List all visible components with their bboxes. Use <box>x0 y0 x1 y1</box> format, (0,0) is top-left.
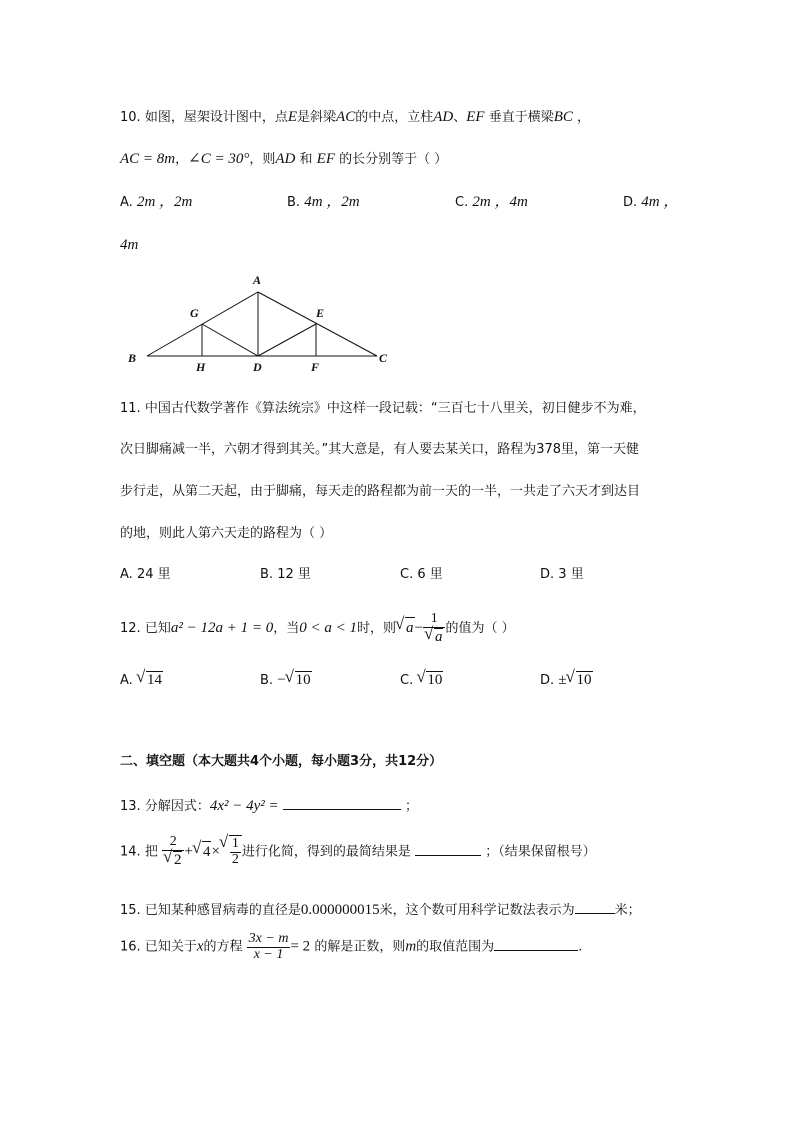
one-over-sqrt-a: 1 √ a <box>423 612 446 645</box>
q16-line: 16. 已知关于x的方程 $\frac{3x - m}{x - 1}$ = 2 的解是正数，则m的取值范围为 . <box>120 931 583 962</box>
q10-option-c[interactable]: C. 2m ，4m <box>455 194 528 210</box>
q10-option-d[interactable]: D. 4m ， <box>623 194 679 210</box>
q10-option-d-cont: 4m <box>120 237 139 253</box>
equation-fraction: $\frac{3x - m}{x - 1}$ <box>248 931 289 962</box>
two-over-sqrt2: 2 √ 2 <box>162 835 185 868</box>
q10-option-b[interactable]: B. 4m ，2m <box>287 194 360 210</box>
q14-line: 14. 把 2 √ 2 +√ 4× √ $\frac{1}{2}$ 进行化简，得到的最简结果是 ；（结果保留根号） <box>120 835 596 869</box>
q14-number: 14. <box>120 844 141 860</box>
q10-line1: 10. 如图，屋架设计图中，点E是斜梁AC的中点，立柱AD、EF 垂直于横梁BC ， <box>120 109 591 125</box>
label-C: C <box>379 351 388 365</box>
q11-option-c[interactable]: C. 6 里 <box>400 567 443 582</box>
roof-truss-figure <box>120 270 400 375</box>
q11-option-d[interactable]: D. 3 里 <box>540 567 584 582</box>
q13-line: 13. 分解因式：4x² − 4y² = ； <box>120 798 418 814</box>
q11-line4: 的地，则此人第六天走的路程为（ ） <box>120 526 333 541</box>
sqrt-half: √ $\frac{1}{2}$ <box>220 835 242 867</box>
q12-option-c[interactable]: C. √ 10 <box>400 671 443 688</box>
q12-line: 12. 已知a² − 12a + 1 = 0，当0 < a < 1时，则√ a− 1 √ a 的值为（ ） <box>120 612 515 645</box>
q14-answer-blank[interactable] <box>415 843 481 856</box>
q16-number: 16. <box>120 939 141 955</box>
q11-option-b[interactable]: B. 12 里 <box>260 567 311 582</box>
q11-line2: 次日脚痛减一半，六朝才得到其关。”其大意是，有人要去某关口，路程为378里，第一天健 <box>120 442 640 457</box>
q13-answer-blank[interactable] <box>283 797 401 810</box>
q11-line3: 步行走，从第二天起，由于脚痛，每天走的路程都为前一天的一半，一共走了六天才到达目 <box>120 484 641 499</box>
label-A: A <box>253 273 262 287</box>
q16-answer-blank[interactable] <box>494 938 578 951</box>
q15-number: 15. <box>120 903 141 918</box>
q11-line1: 11. 中国古代数学著作《算法统宗》中这样一段记载：“三百七十八里关，初日健步不为难， <box>120 401 646 416</box>
label-D: D <box>253 360 262 374</box>
q11-option-a[interactable]: A. 24 里 <box>120 567 171 582</box>
label-F: F <box>311 360 320 374</box>
label-H: H <box>196 360 206 374</box>
q11-number: 11. <box>120 401 141 416</box>
q10-line2: AC = 8m，∠C = 30°，则AD 和 EF 的长分别等于（ ） <box>120 151 448 167</box>
section2-title: 二、填空题（本大题共4个小题，每小题3分，共12分） <box>120 754 443 769</box>
strut-ed <box>258 324 316 356</box>
q10-option-a[interactable]: A. 2m ，2m <box>120 194 193 210</box>
q15-answer-blank[interactable] <box>575 901 615 914</box>
sqrt-a: √ a <box>396 617 415 637</box>
q12-option-b[interactable]: B. −√ 10 <box>260 671 312 688</box>
q12-option-a[interactable]: A. √ 14 <box>120 671 163 688</box>
label-G: G <box>190 306 199 320</box>
q13-number: 13. <box>120 799 141 814</box>
label-B: B <box>128 351 137 365</box>
q12-option-d[interactable]: D. ±√ 10 <box>540 671 593 688</box>
q12-number: 12. <box>120 621 141 637</box>
q10-number: 10. <box>120 110 141 125</box>
q15-line: 15. 已知某种感冒病毒的直径是0.000000015米，这个数可用科学记数法表示为 米； <box>120 902 641 918</box>
strut-gd <box>202 324 258 356</box>
sqrt-4: √ 4 <box>193 841 212 861</box>
label-E: E <box>316 306 325 320</box>
